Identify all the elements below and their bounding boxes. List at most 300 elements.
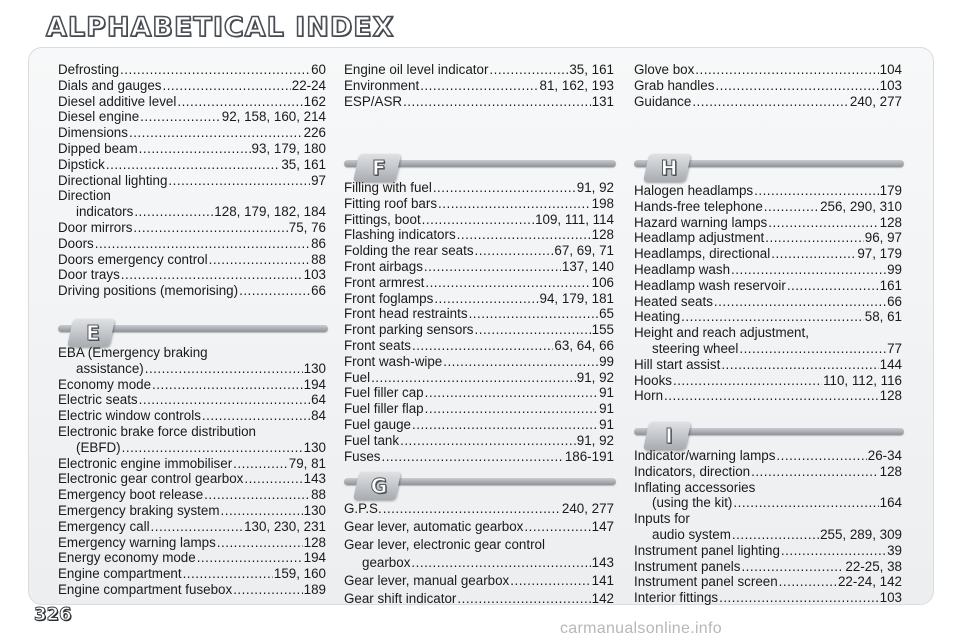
entry-page-ref: 131	[591, 93, 614, 109]
index-entry	[344, 572, 614, 590]
index-entry	[634, 94, 902, 110]
entry-text: G.P.S.	[344, 501, 382, 516]
leader-dots	[779, 574, 837, 590]
section-letter-f: F	[372, 156, 386, 180]
entry-text: Defrosting	[58, 62, 120, 77]
index-section-f	[344, 180, 614, 464]
entry-page-ref: 103	[879, 77, 902, 93]
entry-page-ref: 91, 92	[576, 369, 614, 385]
page-title: ALPHABETICAL INDEX	[46, 12, 395, 43]
entry-text: Front armrest	[344, 274, 425, 290]
leader-dots	[145, 361, 303, 377]
entry-page-ref: 66	[311, 283, 326, 299]
entry-page-ref: 103	[303, 267, 326, 283]
index-entry	[634, 357, 902, 373]
entry-text: Front head restraints	[344, 306, 468, 322]
index-entry	[344, 370, 614, 386]
leader-dots	[412, 338, 553, 354]
entry-page-ref: 103	[879, 590, 902, 606]
leader-dots	[217, 535, 303, 551]
entry-text: Gear shift indicator	[344, 591, 457, 606]
leader-dots	[209, 252, 311, 268]
entry-text: Headlamps, directional	[634, 246, 771, 262]
entry-text: Electronic brake force distribution	[58, 423, 256, 439]
entry-page-ref: 97, 179	[857, 246, 902, 262]
entry-page-ref: 128	[303, 534, 326, 550]
leader-dots	[400, 433, 576, 449]
index-entry	[58, 471, 326, 487]
entry-text: Door trays	[58, 267, 120, 283]
entry-page-ref: 35, 161	[569, 62, 614, 77]
entry-page-ref: 240, 277	[849, 93, 902, 109]
index-entry	[634, 325, 902, 357]
leader-dots	[715, 78, 878, 94]
entry-text: Dipped beam	[58, 140, 138, 156]
entry-page-ref: 137, 140	[561, 258, 614, 274]
index-entry	[58, 267, 326, 283]
index-entry	[634, 464, 902, 480]
entry-text: Front airbags	[344, 258, 423, 274]
entry-text: Heated seats	[634, 293, 713, 309]
entry-text: Heating	[634, 309, 681, 325]
leader-dots	[719, 590, 879, 606]
entry-page-ref: 91	[599, 416, 614, 432]
leader-dots	[475, 243, 554, 259]
leader-dots	[204, 487, 310, 503]
entry-page-ref: 109, 111, 114	[535, 211, 614, 227]
entry-text: Gear lever, automatic gearbox	[344, 519, 524, 534]
entry-page-ref: 226	[303, 125, 326, 141]
entry-text: ESP/ASR	[344, 93, 403, 109]
entry-page-ref: 110, 112, 116	[823, 372, 902, 388]
index-entry	[634, 309, 902, 325]
index-entry	[634, 215, 902, 231]
leader-dots	[457, 590, 590, 608]
leader-dots	[733, 495, 878, 511]
leader-dots	[120, 62, 310, 78]
entry-text: Emergency warning lamps	[58, 534, 216, 550]
index-section-g-continued	[634, 62, 902, 109]
index-entry	[344, 322, 614, 338]
index-entry	[58, 78, 326, 94]
entry-page-ref: 162	[303, 93, 326, 109]
index-entry	[58, 345, 326, 377]
entry-text: Instrument panel lighting	[634, 542, 780, 558]
entry-page-ref: 22-25, 38	[845, 558, 902, 574]
entry-page-ref: 91	[599, 385, 614, 401]
leader-dots	[457, 227, 591, 243]
index-entry	[634, 590, 902, 606]
index-entry	[58, 408, 326, 424]
entry-page-ref: 255, 289, 309	[820, 526, 902, 542]
entry-text: Diesel engine	[58, 109, 140, 125]
index-entry	[344, 500, 614, 518]
leader-dots	[412, 417, 598, 433]
entry-page-ref: 66	[887, 293, 902, 309]
index-section-h	[634, 183, 902, 404]
entry-page-ref: 64	[311, 392, 326, 408]
entry-text: Engine oil level indicator	[344, 62, 489, 77]
entry-page-ref: 128	[879, 388, 902, 404]
index-entry	[634, 543, 902, 559]
leader-dots	[731, 262, 886, 278]
entry-page-ref: 77	[887, 340, 902, 356]
entry-page-ref: 194	[303, 550, 326, 566]
leader-dots	[420, 78, 538, 94]
entry-page-ref: 179	[879, 183, 902, 198]
index-entry	[58, 188, 326, 220]
entry-page-ref: 26-34	[867, 448, 902, 463]
index-entry	[344, 291, 614, 307]
entry-page-ref: 194	[303, 376, 326, 392]
leader-dots	[139, 392, 310, 408]
entry-text-continued: assistance)	[76, 360, 144, 376]
entry-page-ref: 256, 290, 310	[820, 198, 902, 214]
index-entry	[58, 582, 326, 598]
index-entry	[344, 196, 614, 212]
index-entry	[344, 62, 614, 78]
entry-text-continued: (EBFD)	[76, 439, 121, 455]
leader-dots	[692, 94, 849, 110]
index-entry	[634, 62, 902, 78]
entry-text: Interior fittings	[634, 590, 719, 606]
leader-dots	[776, 448, 866, 464]
index-entry	[634, 183, 902, 199]
entry-text: Instrument panel screen	[634, 574, 778, 590]
entry-text: Hands-free telephone	[634, 198, 763, 214]
index-entry	[634, 511, 902, 543]
entry-text: Front wash-wipe	[344, 353, 443, 369]
section-header-i	[634, 420, 904, 450]
entry-page-ref: 60	[311, 62, 326, 77]
entry-text: Dimensions	[58, 125, 128, 141]
entry-text: Headlamp wash reservoir	[634, 277, 786, 293]
entry-text: Headlamp wash	[634, 261, 731, 277]
entry-text-continued: gearbox	[362, 555, 411, 570]
entry-page-ref: 92, 158, 160, 214	[221, 109, 326, 125]
leader-dots	[162, 78, 290, 94]
leader-dots	[183, 566, 273, 582]
entry-text: Height and reach adjustment,	[634, 325, 809, 341]
entry-page-ref: 141	[591, 573, 614, 588]
section-header-h	[634, 152, 904, 182]
entry-page-ref: 128	[591, 227, 614, 243]
page-number: 326	[34, 604, 72, 625]
leader-dots	[422, 212, 534, 228]
entry-page-ref: 186-191	[564, 448, 614, 464]
index-entry	[58, 283, 326, 299]
section-letter-e: E	[86, 321, 100, 345]
entry-page-ref: 161	[879, 277, 902, 293]
index-entry	[58, 456, 326, 472]
leader-dots	[681, 309, 864, 325]
entry-text: Directional lighting	[58, 172, 168, 188]
entry-text: Fuel tank	[344, 432, 400, 448]
index-entry	[58, 62, 326, 78]
index-entry	[634, 262, 902, 278]
entry-text-continued: audio system	[652, 526, 731, 542]
entry-text: Fittings, boot	[344, 211, 421, 227]
entry-page-ref: 164	[879, 495, 902, 511]
leader-dots	[754, 183, 879, 199]
index-entry	[344, 449, 614, 465]
leader-dots	[664, 388, 879, 404]
entry-text: Front parking sensors	[344, 322, 474, 338]
leader-dots	[95, 236, 310, 252]
entry-text: Gear lever, manual gearbox	[344, 573, 510, 588]
leader-dots	[781, 543, 886, 559]
index-section-e	[58, 345, 326, 598]
entry-page-ref: 58, 61	[864, 309, 902, 325]
section-header-g	[344, 470, 616, 500]
index-entry	[634, 574, 902, 590]
entry-page-ref: 91, 92	[576, 180, 614, 195]
index-entry	[58, 503, 326, 519]
entry-text: Hazard warning lamps	[634, 214, 768, 230]
leader-dots	[768, 215, 878, 231]
entry-text-continued: indicators	[76, 204, 134, 220]
entry-page-ref: 130	[303, 502, 326, 518]
entry-text: Economy mode	[58, 376, 152, 392]
entry-page-ref: 143	[303, 471, 326, 487]
entry-text: Halogen headlamps	[634, 183, 754, 198]
entry-text: Doors emergency control	[58, 251, 208, 267]
leader-dots	[152, 377, 303, 393]
index-entry	[344, 259, 614, 275]
leader-dots	[383, 500, 561, 518]
entry-text: Electric window controls	[58, 408, 201, 424]
entry-text: Dials and gauges	[58, 77, 162, 93]
entry-page-ref: 63, 64, 66	[554, 337, 614, 353]
leader-dots	[524, 518, 590, 536]
leader-dots	[751, 464, 879, 480]
entry-page-ref: 240, 277	[561, 501, 614, 516]
entry-page-ref: 67, 69, 71	[554, 243, 614, 259]
index-entry	[58, 236, 326, 252]
leader-dots	[233, 456, 288, 472]
leader-dots	[106, 157, 280, 173]
entry-text: Energy economy mode	[58, 550, 196, 566]
entry-text: Grab handles	[634, 77, 715, 93]
entry-text: Emergency braking system	[58, 502, 220, 518]
index-entry	[634, 480, 902, 512]
leader-dots	[721, 357, 878, 373]
index-entry	[344, 180, 614, 196]
leader-dots	[371, 370, 576, 386]
entry-page-ref: 128	[879, 463, 902, 479]
entry-text: Indicators, direction	[634, 463, 751, 479]
entry-text-continued: (using the kit)	[652, 495, 733, 511]
index-entry	[58, 535, 326, 551]
entry-page-ref: 106	[591, 274, 614, 290]
entry-text: Fuel filler cap	[344, 385, 424, 401]
index-entry	[344, 401, 614, 417]
entry-page-ref: 189	[303, 581, 326, 597]
entry-page-ref: 94, 179, 181	[539, 290, 614, 306]
entry-page-ref: 198	[591, 195, 614, 211]
entry-text: EBA (Emergency braking	[58, 345, 208, 360]
index-entry	[344, 385, 614, 401]
entry-text: Engine compartment	[58, 566, 182, 582]
index-section-d	[58, 62, 326, 299]
entry-page-ref: 91	[599, 401, 614, 417]
leader-dots	[434, 291, 538, 307]
index-entry	[634, 278, 902, 294]
index-entry	[344, 518, 614, 536]
leader-dots	[475, 322, 591, 338]
entry-text: Filling with fuel	[344, 180, 432, 195]
index-section-e-continued	[344, 62, 614, 109]
entry-page-ref: 93, 179, 180	[251, 140, 326, 156]
entry-text: Direction	[58, 188, 111, 204]
entry-text: Driving positions (memorising)	[58, 283, 239, 299]
index-entry	[344, 212, 614, 228]
entry-text: Front seats	[344, 337, 411, 353]
index-entry	[58, 173, 326, 189]
entry-page-ref: 22-24, 142	[837, 574, 902, 590]
entry-text: Electronic gear control gearbox	[58, 471, 244, 487]
entry-page-ref: 86	[311, 235, 326, 251]
index-entry	[344, 243, 614, 259]
index-entry	[634, 230, 902, 246]
entry-page-ref: 22-24	[291, 77, 326, 93]
entry-page-ref: 155	[591, 322, 614, 338]
index-entry	[58, 424, 326, 456]
index-entry	[58, 519, 326, 535]
entry-page-ref: 159, 160	[273, 566, 326, 582]
index-entry	[58, 377, 326, 393]
entry-page-ref: 96, 97	[864, 230, 902, 246]
index-entry	[634, 388, 902, 404]
entry-text: Inputs for	[634, 511, 690, 527]
entry-text: Instrument panels	[634, 558, 741, 574]
entry-page-ref: 130	[303, 360, 326, 376]
section-letter-g: G	[370, 474, 388, 498]
entry-page-ref: 88	[311, 487, 326, 503]
leader-dots	[510, 572, 590, 590]
leader-dots	[764, 199, 819, 215]
index-entry	[634, 78, 902, 94]
entry-text: Emergency call	[58, 518, 150, 534]
index-section-g	[344, 500, 614, 608]
index-entry	[58, 487, 326, 503]
leader-dots	[197, 550, 303, 566]
entry-page-ref: 81, 162, 193	[539, 77, 614, 93]
index-entry	[344, 354, 614, 370]
entry-text: Environment	[344, 77, 420, 93]
leader-dots	[151, 519, 244, 535]
leader-dots	[741, 559, 844, 575]
leader-dots	[425, 401, 598, 417]
leader-dots	[122, 440, 303, 456]
leader-dots	[787, 278, 879, 294]
leader-dots	[739, 341, 886, 357]
index-entry	[344, 78, 614, 94]
leader-dots	[221, 503, 303, 519]
entry-page-ref: 144	[879, 356, 902, 372]
leader-dots	[425, 275, 590, 291]
leader-dots	[732, 527, 819, 543]
entry-page-ref: 88	[311, 251, 326, 267]
index-entry	[634, 246, 902, 262]
entry-text: Fitting roof bars	[344, 195, 438, 211]
entry-page-ref: 130	[303, 439, 326, 455]
entry-text: Hill start assist	[634, 356, 721, 372]
leader-dots	[129, 125, 303, 141]
leader-dots	[403, 94, 591, 110]
index-entry	[634, 373, 902, 389]
leader-dots	[771, 246, 856, 262]
index-entry	[344, 275, 614, 291]
entry-page-ref: 35, 161	[281, 156, 326, 172]
index-entry	[634, 294, 902, 310]
entry-page-ref: 91, 92	[576, 432, 614, 448]
index-section-i	[634, 448, 902, 606]
entry-page-ref: 128, 179, 182, 184	[214, 204, 326, 220]
leader-dots	[433, 180, 576, 196]
entry-page-ref: 147	[591, 519, 614, 534]
leader-dots	[239, 283, 310, 299]
entry-text: Engine compartment fusebox	[58, 581, 233, 597]
index-entry	[344, 338, 614, 354]
index-entry	[58, 94, 326, 110]
leader-dots	[381, 449, 563, 465]
entry-text: Guidance	[634, 93, 692, 109]
leader-dots	[438, 196, 591, 212]
entry-text: Fuel filler flap	[344, 401, 424, 417]
entry-text: Electric seats	[58, 392, 138, 408]
entry-page-ref: 104	[879, 62, 902, 77]
index-entry	[58, 252, 326, 268]
entry-text: Front foglamps	[344, 290, 434, 306]
entry-text: Fuel gauge	[344, 416, 412, 432]
index-entry	[634, 448, 902, 464]
entry-text: Emergency boot release	[58, 487, 204, 503]
entry-page-ref: 65	[599, 306, 614, 322]
leader-dots	[443, 354, 598, 370]
entry-text: Gear lever, electronic gear control	[344, 537, 545, 552]
index-entry	[344, 536, 614, 572]
index-entry	[58, 392, 326, 408]
leader-dots	[411, 554, 590, 572]
index-entry	[58, 109, 326, 125]
index-entry	[58, 566, 326, 582]
entry-page-ref: 99	[887, 261, 902, 277]
index-entry	[58, 141, 326, 157]
entry-text: Doors	[58, 235, 94, 251]
entry-page-ref: 99	[599, 353, 614, 369]
entry-text: Folding the rear seats	[344, 243, 474, 259]
entry-text-continued: steering wheel	[652, 340, 739, 356]
leader-dots	[695, 62, 878, 78]
index-entry	[344, 417, 614, 433]
leader-dots	[140, 109, 221, 125]
entry-text: Hooks	[634, 372, 672, 388]
leader-dots	[177, 94, 302, 110]
index-entry	[58, 157, 326, 173]
entry-text: Door mirrors	[58, 219, 133, 235]
leader-dots	[244, 471, 302, 487]
index-entry	[344, 433, 614, 449]
entry-page-ref: 143	[591, 555, 614, 570]
entry-page-ref: 79, 81	[288, 455, 326, 471]
entry-text: Horn	[634, 388, 664, 404]
section-header-f	[344, 152, 616, 182]
index-entry	[344, 590, 614, 608]
entry-text: Diesel additive level	[58, 93, 177, 109]
entry-text: Flashing indicators	[344, 227, 456, 243]
section-letter-h: H	[660, 156, 678, 180]
